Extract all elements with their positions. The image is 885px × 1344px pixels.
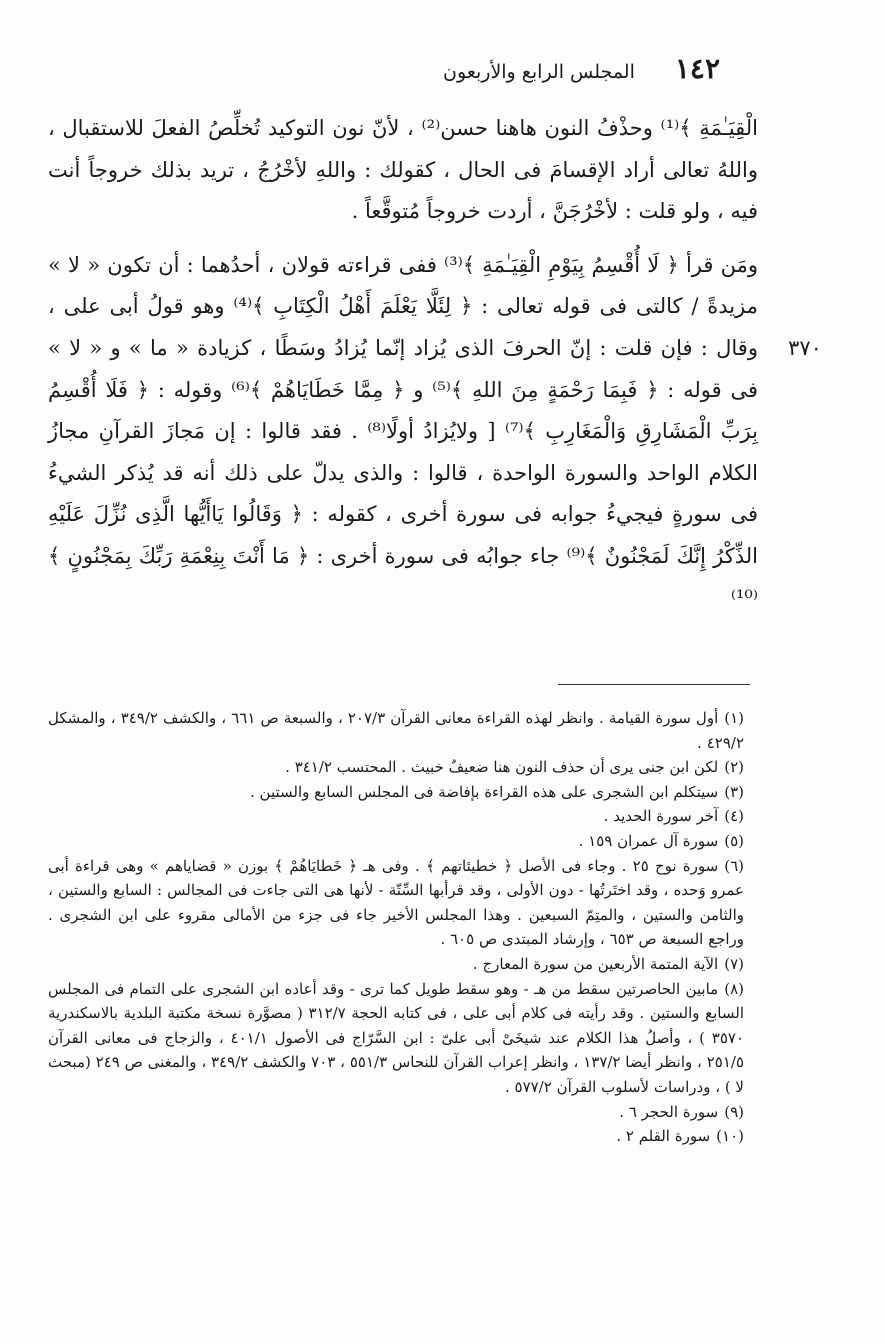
footnotes bbox=[48, 706, 770, 1149]
footnote-text: الآية المتمة الأربعين من سورة المعارج . bbox=[472, 954, 719, 973]
footnote bbox=[48, 1124, 770, 1149]
paragraph-1: الْقِيَـٰمَةِ ﴾⁽¹⁾ وحذْفُ النون هاهنا حسن⁽²⁾ ، لأنّ نون التوكيد تُخلِّصُ الفعلَ للاستقبال ، واللهُ تعالى أراد الإقسامَ فى الحال ، كقولك : واللهِ لأخْرُجُ ، تريد بذلك خروجاً أنت فيه ، ولو قلت : لأخْرُجَنَّ ، أردت خروجاً مُتوقَّعاً . bbox=[48, 116, 758, 224]
footnote-text: سيتكلم ابن الشجرى على هذه القراءة بإفاضة فى المجلس السابع والستين . bbox=[250, 782, 719, 801]
footnote-number: (٦) bbox=[724, 856, 744, 875]
footnote-number: (٣) bbox=[724, 782, 744, 801]
footnote-number: (٩) bbox=[724, 1102, 744, 1121]
page-header bbox=[330, 52, 720, 92]
footnote bbox=[48, 804, 770, 829]
margin-folio-number: ٣٧٠ bbox=[788, 336, 822, 360]
page-number: ١٤٢ bbox=[674, 52, 720, 85]
footnote-number: (٨) bbox=[724, 979, 744, 998]
paragraph-2: ومَن قرأ ﴿ لَا أُقْسِمُ بِيَوْمِ الْقِيَـٰمَةِ ﴾⁽³⁾ ففى قراءته قولان ، أحدُهما : أن تكون « لا » مزيدةً / كالتى فى قوله تعالى : ﴿ لِئَلَّا يَعْلَمَ أَهْلُ الْكِتَابِ ﴾⁽⁴⁾ وهو قولُ أبى على ، وقال : فإن قلت : إنّ الحرفَ الذى يُزاد إنّما يُزادُ وسَطًا ، كزيادة « ما » و « لا » فى قوله : ﴿ فَبِمَا رَحْمَةٍ مِنَ اللهِ ﴾⁽⁵⁾ و ﴿ مِمَّا خَطَايَاهُمْ ﴾⁽⁶⁾ وقوله : ﴿ فَلَا أُقْسِمُ بِرَبِّ الْمَشَارِقِ وَالْمَغَارِبِ ﴾⁽⁷⁾ [ ولايُزادُ أولًا⁽⁸⁾ . فقد قالوا : إن مَجازَ القرآنِ مجازُ الكلام الواحد والسورة الواحدة ، قالوا : والذى يدلّ على ذلك أنه قد يُذكر الشيءُ فى سورةٍ فيجيءُ جوابه فى سورة أخرى ، كقوله : ﴿ وَقَالُوا يَاأَيُّها الَّذِى نُزِّلَ عَلَيْهِ الذِّكْرُ إِنَّكَ لَمَجْنُونٌ ﴾⁽⁹⁾ جاء جوابُه فى سورة أخرى : ﴿ مَا أَنْتَ بِنِعْمَةِ رَبِّكَ بِمَجْنُونٍ ﴾⁽¹⁰⁾ bbox=[48, 252, 758, 610]
footnote-text: سورة الحجر ٦ . bbox=[619, 1102, 719, 1121]
footnote-text: أول سورة القيامة . وانظر لهذه القراءة معانى القرآن ٢٠٧/٣ ، والسبعة ص ٦٦١ ، والكشف ٣٤٩/٢ ، والمشكل ٤٢٩/٢ . bbox=[48, 709, 744, 752]
footnote bbox=[48, 829, 770, 854]
footnote bbox=[48, 1100, 770, 1125]
footnote-text: سورة نوح ٢٥ . وجاء فى الأصل ﴿ خطيئاتهم ﴾ . وفى هـ ﴿ خَطايَاهُمْ ﴾ بوزن « قضاياهم » وهى قراءة أبى عمرو وَحده ، وقد اختَرتُها - دون الأولى ، وقد قرأبها السِّتّة - لأنها هى التى جاءت فى المجالس : السابع والستين ، والثامن والستين ، والمتِمّ السبعين . وهذا المجلس الأخير جاء فى جزء من الأمالى مقروء على ابن الشجرى . وراجع السبعة ص ٦٥٣ ، وإرشاد المبتدى ص ٦٠٥ . bbox=[48, 856, 744, 949]
footnote bbox=[48, 977, 770, 1100]
footnote-number: (٥) bbox=[724, 831, 744, 850]
footnote-text: آخر سورة الحديد . bbox=[603, 807, 719, 826]
footnote-number: (٧) bbox=[724, 954, 744, 973]
footnote bbox=[48, 854, 770, 952]
footnote bbox=[48, 755, 770, 780]
footnote-separator bbox=[558, 684, 750, 685]
footnote-text: مابين الحاصرتين سقط من هـ - وهو سقط طويل كما ترى - وقد أعاده ابن الشجرى على التمام فى المجلس السابع والستين . وقد رأيته فى كلام أبى على ، فى كتابه الحجة ٣١٢/٧ ( مصوَّرة نسخة مكتبة البلدية بالاسكندرية ٣٥٧٠ ) ، وأصلُ هذا الكلام عند شيخَىْ أبى علىّ : ابن السَّرّاج فى الأصول ٤٠١/١ ، والزجاج فى معانى القرآن ٢٥١/٥ ، وانظر أيضا ١٣٧/٢ ، وانظر إعراب القرآن للنحاس ٥٥١/٣ ، ٧٠٣ والكشف ٣٤٩/٢ ، والمغنى ص ٢٤٩ (مبحث لا ) ، ودراسات لأسلوب القرآن ٥٧٧/٢ . bbox=[48, 979, 745, 1096]
footnote-number: (١٠) bbox=[716, 1127, 744, 1146]
footnote-text: سورة آل عمران ١٥٩ . bbox=[578, 831, 719, 850]
running-title: المجلس الرابع والأربعون bbox=[443, 61, 635, 83]
main-text bbox=[48, 108, 758, 619]
footnote bbox=[48, 952, 770, 977]
footnote-number: (١) bbox=[724, 709, 745, 727]
footnote bbox=[48, 780, 770, 805]
footnote bbox=[48, 706, 770, 755]
footnote-text: سورة القلم ٢ . bbox=[616, 1127, 711, 1146]
footnote-number: (٤) bbox=[724, 807, 744, 826]
footnote-text: لكن ابن جنى يرى أن حذف النون هنا ضعيفٌ خبيث . المحتسب ٣٤١/٢ . bbox=[285, 758, 719, 777]
footnote-number: (٢) bbox=[724, 758, 744, 777]
